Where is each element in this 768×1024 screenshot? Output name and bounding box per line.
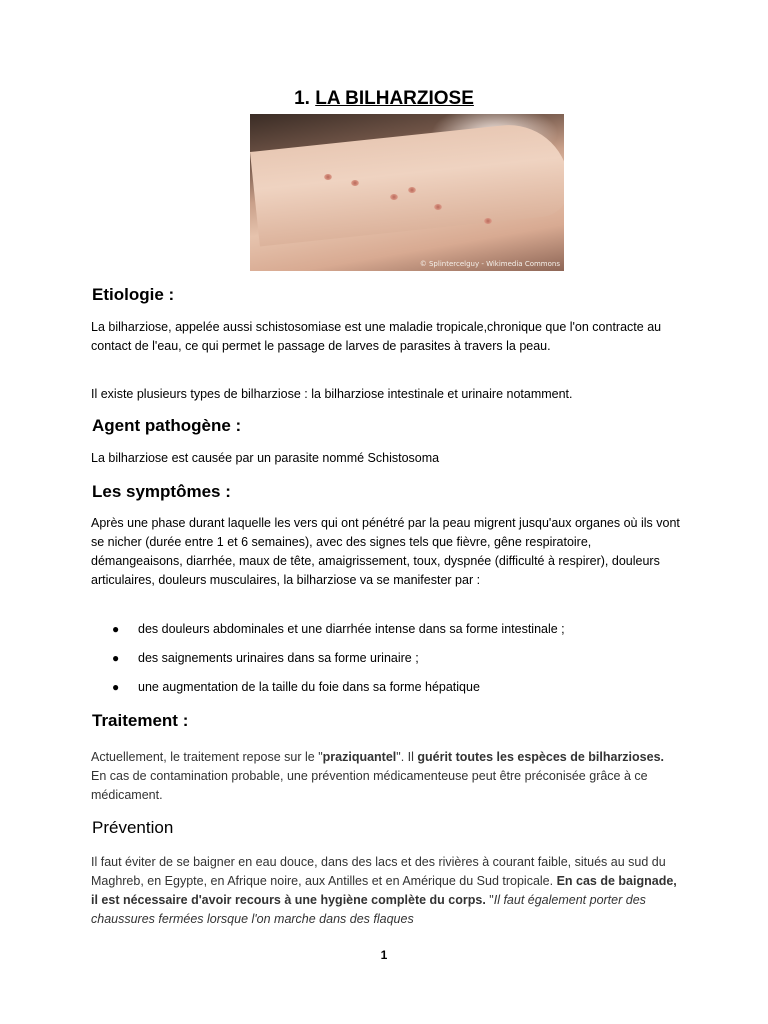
traitement-text: ". Il [396,750,418,764]
list-item [112,649,672,678]
traitement-emphasis: guérit toutes les espèces de bilharzioses. [417,750,664,764]
prevention-paragraph [91,853,681,929]
title-number: 1. [294,88,310,109]
arm-shape [250,119,564,246]
skin-spot [484,218,492,224]
list-item [112,620,672,649]
photo-credit: © Splintercelguy - Wikimedia Commons [419,260,560,268]
list-item-text: des douleurs abdominales et une diarrhée intense dans sa forme intestinale ; [138,622,565,636]
etiologie-paragraph-1: La bilharziose, appelée aussi schistosomiase est une maladie tropicale,chronique que l'on contracte au contact de l'eau, ce qui permet le passage de larves de parasites à travers la peau. [91,320,662,353]
agent-paragraph: La bilharziose est causée par un parasite nommé Schistosoma [91,451,440,465]
title-text: LA BILHARZIOSE [315,88,474,109]
prevention-text: " [485,893,494,907]
heading-prevention [92,818,173,838]
etiologie-paragraph-2: Il existe plusieurs types de bilharziose : la bilharziose intestinale et urinaire notamment. [91,387,573,401]
traitement-paragraph [91,748,681,805]
traitement-text: Actuellement, le traitement repose sur le " [91,750,323,764]
page-title [0,88,768,110]
prevention-text: Il faut éviter de se baigner en eau douce, dans des lacs et des rivières à courant faible, situés au sud du Maghreb, en Egypte, en Afrique noire, aux Antilles et en Amérique du Sud tropicale. [91,855,666,888]
bullet-icon: ● [112,651,120,665]
bullet-icon: ● [112,622,120,636]
list-item [112,678,672,707]
symptomes-list [112,620,672,707]
heading-prevention-text: Prévention [92,818,174,837]
symptomes-paragraph: Après une phase durant laquelle les vers qui ont pénétré par la peau migrent jusqu'aux organes où ils vont se nicher (durée entre 1 et 6 semaines), avec des signes tels que fièvre, gêne respiratoire, démangeaisons, diarrhée, maux de tête, amaigrissement, toux, dyspnée (difficulté à respirer), douleurs articulaires, douleurs musculaires, la bilharziose va se manifester par : [91,516,680,587]
skin-spot [324,174,332,180]
heading-etiologie: Etiologie : [92,285,175,304]
prevention-quote: Il faut également porter des chaussures fermées lorsque l'on marche dans des flaques [91,893,646,926]
skin-spot [390,194,398,200]
heading-agent-pathogene: Agent pathogène : [92,416,242,435]
bullet-icon: ● [112,680,120,694]
traitement-text: En cas de contamination probable, une prévention médicamenteuse peut être préconisée grâce à ce médicament. [91,769,648,802]
prevention-emphasis: En cas de baignade, il est nécessaire d'avoir recours à une hygiène complète du corps. [91,874,677,907]
skin-spot [408,187,416,193]
skin-photo [250,114,564,271]
skin-spot [434,204,442,210]
list-item-text: des saignements urinaires dans sa forme urinaire ; [138,651,419,665]
list-item-text: une augmentation de la taille du foie dans sa forme hépatique [138,680,480,694]
traitement-drug: praziquantel [322,750,397,764]
page-number: 1 [380,948,388,962]
heading-traitement: Traitement : [92,711,189,730]
skin-spot [351,180,359,186]
heading-symptomes: Les symptômes : [92,482,231,501]
